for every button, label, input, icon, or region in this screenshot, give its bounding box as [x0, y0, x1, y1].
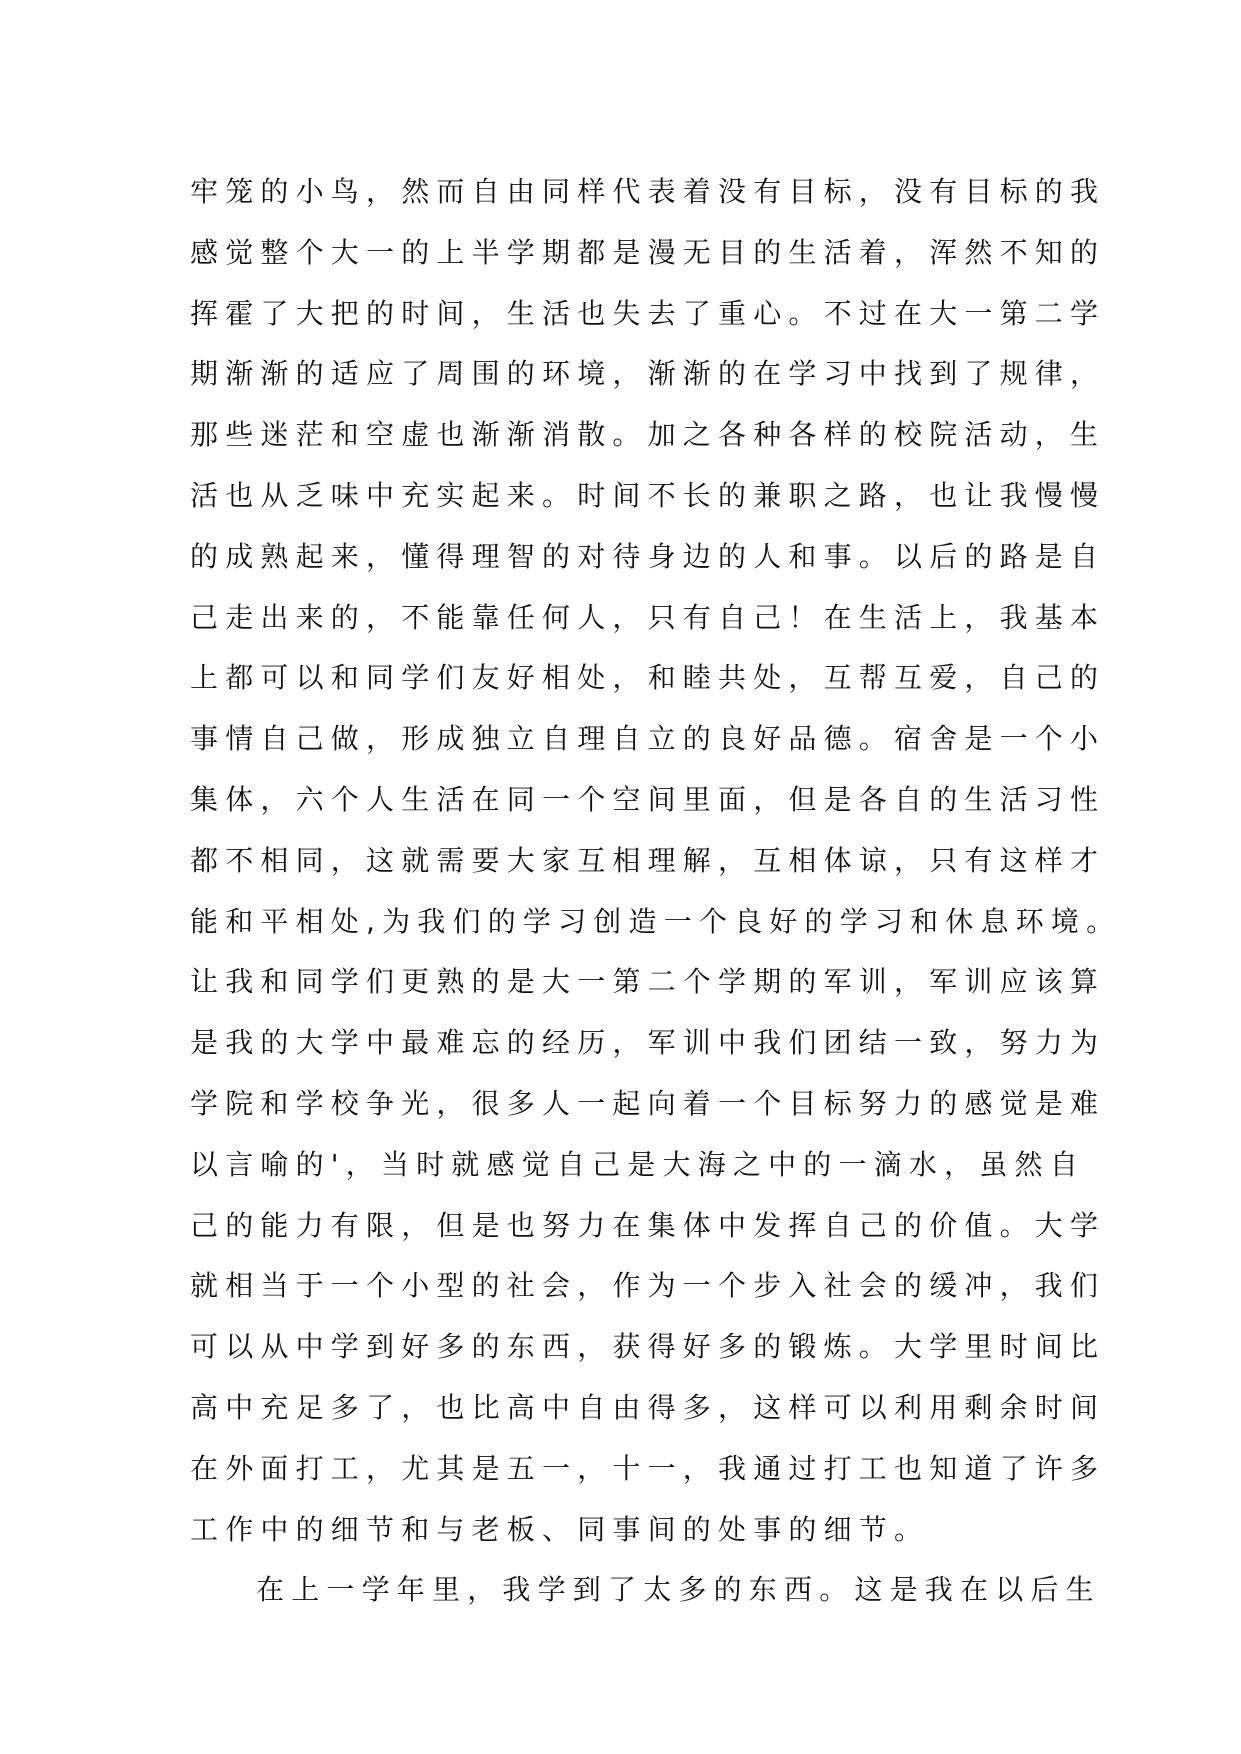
text-line: 高中充足多了，也比高中自由得多，这样可以利用剩余时间 [190, 1390, 1106, 1424]
text-line: 的成熟起来，懂得理智的对待身边的人和事。以后的路是自 [190, 539, 1106, 573]
text-line: 挥霍了大把的时间，生活也失去了重心。不过在大一第二学 [190, 296, 1106, 330]
text-line: 学院和学校争光，很多人一起向着一个目标努力的感觉是难 [190, 1086, 1106, 1120]
text-line: 是我的大学中最难忘的经历，军训中我们团结一致，努力为 [190, 1026, 1106, 1060]
text-line: 那些迷茫和空虚也渐渐消散。加之各种各样的校院活动，生 [190, 418, 1106, 452]
text-line: 能和平相处,为我们的学习创造一个良好的学习和休息环境。 [190, 904, 1122, 938]
text-line: 集体，六个人生活在同一个空间里面，但是各自的生活习性 [190, 782, 1106, 816]
paragraph-first-line: 在上一学年里，我学到了太多的东西。这是我在以后生 [256, 1573, 1101, 1607]
text-line: 牢笼的小鸟，然而自由同样代表着没有目标，没有目标的我 [190, 175, 1106, 208]
text-line: 以言喻的'，当时就感觉自己是大海之中的一滴水，虽然自 [190, 1147, 1085, 1181]
text-line: 活也从乏味中充实起来。时间不长的兼职之路，也让我慢慢 [190, 478, 1106, 512]
text-line: 感觉整个大一的上半学期都是漫无目的生活着，浑然不知的 [190, 235, 1106, 269]
text-line: 期渐渐的适应了周围的环境，渐渐的在学习中找到了规律， [190, 357, 1106, 391]
text-line: 上都可以和同学们友好相处，和睦共处，互帮互爱，自己的 [190, 661, 1106, 695]
text-line: 就相当于一个小型的社会，作为一个步入社会的缓冲，我们 [190, 1269, 1106, 1303]
text-line: 己走出来的，不能靠任何人，只有自己！在生活上，我基本 [190, 600, 1106, 634]
text-line: 让我和同学们更熟的是大一第二个学期的军训，军训应该算 [190, 965, 1106, 999]
text-line: 事情自己做，形成独立自理自立的良好品德。宿舍是一个小 [190, 722, 1106, 756]
text-line: 己的能力有限，但是也努力在集体中发挥自己的价值。大学 [190, 1208, 1106, 1242]
text-line: 都不相同，这就需要大家互相理解，互相体谅，只有这样才 [190, 843, 1106, 877]
text-line: 工作中的细节和与老板、同事间的处事的细节。 [190, 1512, 930, 1546]
body-text [190, 162, 1122, 1621]
text-line: 可以从中学到好多的东西，获得好多的锻炼。大学里时间比 [190, 1330, 1106, 1364]
text-line: 在外面打工，尤其是五一，十一，我通过打工也知道了许多 [190, 1451, 1106, 1485]
